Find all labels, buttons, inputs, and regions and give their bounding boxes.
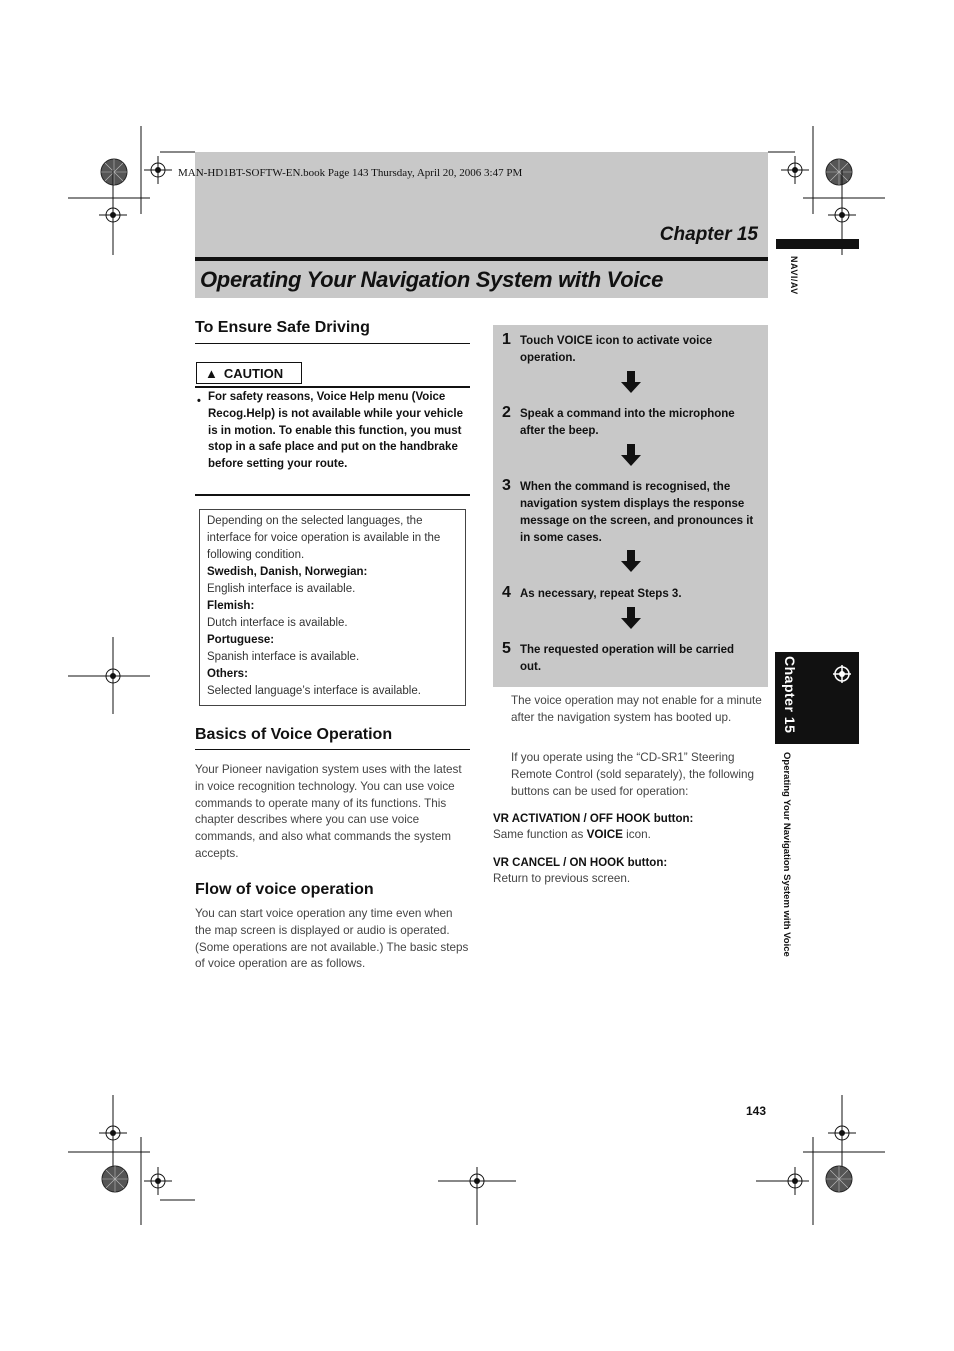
- caution-label: CAUTION: [223, 365, 284, 381]
- button-heading: VR ACTIVATION / OFF HOOK button:: [493, 813, 694, 825]
- page-title: Operating Your Navigation System with Voice: [200, 267, 664, 292]
- step-number: 4: [502, 584, 511, 601]
- note-paragraph: If you operate using the “CD-SR1” Steering Remote Control (sold separately), the following buttons can be used for operation:: [511, 751, 754, 798]
- language-label: Flemish:: [207, 600, 255, 612]
- side-vertical-title: Operating Your Navigation System with Voice: [781, 752, 792, 957]
- language-label: Swedish, Danish, Norwegian:: [207, 566, 368, 578]
- button-description: Same function as VOICE icon.: [493, 828, 651, 841]
- step-text: As necessary, repeat Steps 3.: [520, 588, 682, 600]
- flow-heading: Flow of voice operation: [195, 881, 374, 898]
- safe-driving-heading: To Ensure Safe Driving: [195, 319, 370, 336]
- language-label: Others:: [207, 668, 248, 680]
- flow-paragraph: You can start voice operation any time even when the map screen is displayed or audio is operated. (Some operations are not available.) The basic steps of voice operation are as follows.: [195, 907, 469, 971]
- step-number: 1: [502, 331, 511, 348]
- step-number: 3: [502, 477, 511, 494]
- language-detail: Spanish interface is available.: [207, 651, 360, 663]
- caution-bullet: •: [197, 395, 201, 407]
- button-description: Return to previous screen.: [493, 872, 631, 885]
- chapter-side-tab-label: Chapter 15: [782, 656, 798, 734]
- book-metadata-line: MAN-HD1BT-SOFTW-EN.book Page 143 Thursday, April 20, 2006 3:47 PM: [178, 167, 523, 179]
- page-number: 143: [746, 1104, 767, 1118]
- language-detail: English interface is available.: [207, 583, 356, 595]
- note-paragraph: The voice operation may not enable for a minute after the navigation system has booted up.: [511, 694, 762, 724]
- step-text: When the command is recognised, the navigation system displays the response message on the screen, and pronounces it in some cases.: [520, 481, 754, 544]
- step-number: 2: [502, 404, 511, 421]
- step-text: The requested operation will be carried out.: [520, 644, 735, 673]
- button-heading: VR CANCEL / ON HOOK button:: [493, 857, 668, 869]
- basics-paragraph: Your Pioneer navigation system uses with the latest in voice recognition technology. You can use voice commands to operate many of its functions. This chapter describes where you can use voice commands, and also what commands the system accepts.: [195, 763, 462, 860]
- caution-text: For safety reasons, Voice Help menu (Voice Recog.Help) is not available while your vehicle is in motion. To enable this function, you must stop in a safe place and put on the handbrake before setting your route.: [208, 391, 463, 471]
- basics-heading: Basics of Voice Operation: [195, 726, 393, 743]
- step-text: Touch VOICE icon to activate voice operation.: [520, 335, 713, 364]
- warning-triangle-icon: ▲: [205, 365, 218, 381]
- step-text: Speak a command into the microphone after the beep.: [520, 408, 735, 437]
- chapter-label: Chapter 15: [659, 224, 758, 245]
- step-number: 5: [502, 640, 511, 657]
- navi-av-label: NAVI/AV: [789, 256, 799, 295]
- language-label: Portuguese:: [207, 634, 275, 646]
- language-intro: Depending on the selected languages, the interface for voice operation is available in the following condition.: [207, 515, 441, 561]
- language-detail: Dutch interface is available.: [207, 617, 348, 629]
- language-detail: Selected language’s interface is available.: [207, 685, 421, 697]
